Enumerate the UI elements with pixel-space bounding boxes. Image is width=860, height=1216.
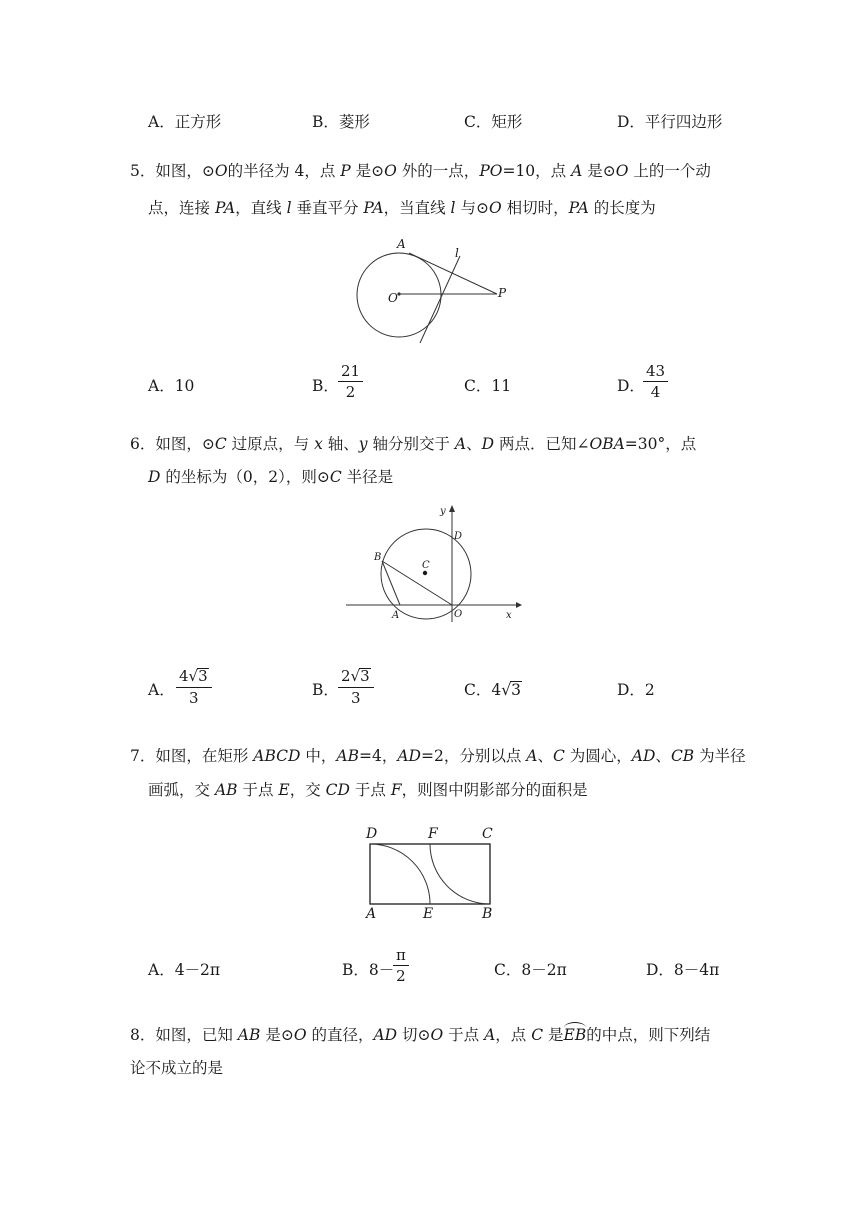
q6-segment-bo: [382, 561, 452, 605]
q7-option-b-denominator: 2: [396, 967, 406, 985]
q6-option-b-prefix: B．: [312, 681, 339, 699]
q6-label-y: y: [440, 506, 446, 517]
q5-segment-ap: [409, 253, 497, 294]
q6-label-d: D: [454, 531, 463, 542]
q5-label-a: A: [397, 237, 406, 251]
q5-option-d-prefix: D．: [617, 377, 645, 395]
q7-stem-line2: 画弧，交 AB 于点 E，交 CD 于点 F，则图中阴影部分的面积是: [148, 781, 588, 799]
q7-option-c: C．8－2π: [494, 961, 567, 979]
q8-arc-eb: EB: [564, 1022, 587, 1044]
q6-segment-ba: [382, 561, 400, 605]
q5-label-l: l: [455, 246, 459, 260]
q5-stem-line1: 5．如图，⊙O的半径为 4，点 P 是⊙O 外的一点，PO=10，点 A 是⊙O 上的一个动: [130, 162, 711, 180]
q6-point-c: [423, 571, 427, 575]
q7-option-b-prefix: B．8－: [342, 961, 395, 979]
q5-option-b-prefix: B．: [312, 377, 339, 395]
q5-option-d-denominator: 4: [650, 383, 661, 401]
q7-arc-de: [370, 844, 430, 904]
q5-option-d-fraction: [643, 364, 668, 400]
q7-option-a: A．4－2π: [148, 961, 221, 979]
q4-option-d: D．平行四边形: [617, 113, 723, 131]
q7-stem-line1: 7．如图，在矩形 ABCD 中，AB=4，AD=2，分别以点 A、C 为圆心，AD、CB 为半径: [130, 747, 746, 765]
q4-option-c: C．矩形: [464, 113, 523, 131]
q6-label-x: x: [506, 610, 512, 621]
q4-option-b: B．菱形: [312, 113, 370, 131]
q6-option-b-denominator: 3: [351, 688, 361, 707]
q6-label-o: O: [454, 609, 463, 620]
q6-option-c: C．4√3: [464, 681, 522, 699]
q5-figure: [340, 236, 530, 348]
q6-option-b-fraction: [338, 668, 374, 706]
q7-label-b: B: [482, 906, 493, 920]
q6-label-a: A: [392, 610, 400, 621]
q7-label-c: C: [482, 826, 493, 842]
q5-label-p: P: [498, 286, 507, 300]
q7-option-d: D．8－4π: [646, 961, 720, 979]
q7-label-a: A: [366, 906, 377, 920]
q6-option-a-prefix: A．: [148, 681, 175, 699]
q7-rectangle-abcd: [370, 844, 490, 904]
q7-option-b-fraction: [393, 948, 409, 984]
q7-label-e: E: [423, 906, 434, 920]
q6-figure: [340, 500, 530, 625]
q5-point-o: [397, 292, 400, 295]
q7-label-f: F: [428, 826, 438, 842]
q5-option-a: A．10: [148, 377, 195, 395]
q6-label-c: C: [422, 560, 430, 571]
q5-option-b-numerator: 21: [338, 364, 363, 382]
q6-y-axis-arrow: [449, 505, 455, 512]
q5-line-l: [420, 256, 460, 343]
q8-stem-line1: 8．如图，已知 AB 是⊙O 的直径，AD 切⊙O 于点 A，点 C 是EB的中点，则下列结: [130, 1022, 710, 1045]
q6-x-axis-arrow: [516, 602, 522, 608]
q7-option-b-numerator: π: [393, 948, 409, 966]
q5-option-c: C．11: [464, 377, 512, 395]
q4-option-a: A．正方形: [148, 113, 222, 131]
q7-figure: [358, 820, 508, 920]
q6-option-a-fraction: [176, 668, 212, 706]
q5-option-b-denominator: 2: [345, 383, 356, 401]
q6-label-b: B: [374, 552, 382, 563]
q6-option-a-denominator: 3: [189, 688, 199, 707]
q6-option-a-numerator: 4√3: [176, 668, 212, 688]
q5-label-o: O: [388, 291, 398, 305]
q6-stem-line2: D 的坐标为（0，2），则⊙C 半径是: [148, 468, 394, 486]
q5-option-d-numerator: 43: [643, 364, 668, 382]
q6-option-d: D．2: [617, 681, 655, 699]
q6-stem-line1: 6．如图，⊙C 过原点，与 x 轴、y 轴分别交于 A、D 两点．已知∠OBA=30°，点: [130, 435, 697, 453]
q8-stem-line2: 论不成立的是: [130, 1059, 224, 1077]
q5-option-b-fraction: [338, 364, 363, 400]
q5-stem-line2: 点，连接 PA，直线 l 垂直平分 PA，当直线 l 与⊙O 相切时，PA 的长度为: [148, 199, 656, 217]
q7-label-d: D: [366, 826, 378, 842]
q7-arc-bf: [430, 844, 490, 904]
q6-option-b-numerator: 2√3: [338, 668, 374, 688]
